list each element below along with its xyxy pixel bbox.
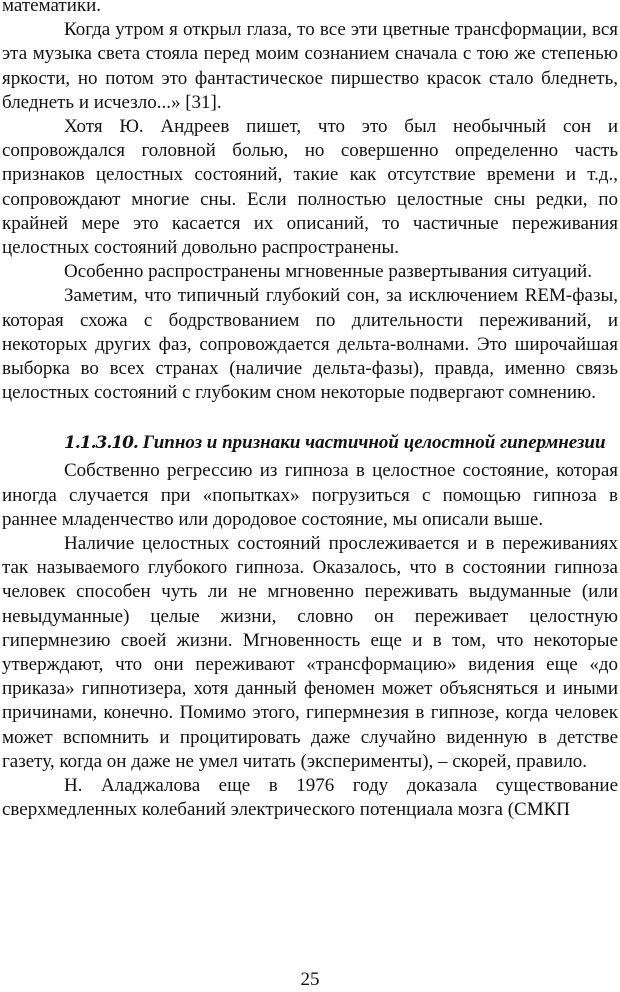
paragraph: Когда утром я открыл глаза, то все эти цветные трансформации, вся эта музыка света стояла перед моим сознанием сначала с тою же степенью яркости, но потом это фантастическое пиршество красок стало бледнеть, бледнеть и исчезло...» [31]. bbox=[2, 19, 618, 113]
paragraph: Хотя Ю. Андреев пишет, что это был необычный сон и сопровождался головной болью, но совершенно определенно часть признаков целостных состояний, такие как отсутствие времени и т.д., сопровождают многие сны. Если полностью целостные сны редки, по крайней мере это касается их описаний, то частичные переживания целостных состояний довольно распространены. bbox=[2, 116, 618, 259]
paragraph: Особенно распространены мгновенные развертывания ситуаций. bbox=[64, 261, 592, 283]
section-title: Гипноз и признаки частичной целостной гипермнезии bbox=[142, 432, 606, 454]
page-number: 25 bbox=[300, 969, 320, 990]
paragraph: Наличие целостных состояний прослеживается и в переживаниях так называемого глубокого гипноза. Оказалось, что в состоянии гипноза человек способен чуть ли не мгновенно переживать выдуманные (или невыдуманные) целые жизни, словно он переживает целостную гипермнезию своей жизни. Мгновенность еще и в том, что некоторые утверждают, что они переживают «трансформацию» видения еще «до приказа» гипнотизера, хотя данный феномен может объясняться и иными причинами, конечно. Помимо этого, гипермнезия в гипнозе, когда человек может вспомнить и процитировать даже случайно виденную в детстве газету, когда он даже не умел читать (эксперименты), – скорей, правило. bbox=[2, 533, 618, 772]
section-heading bbox=[2, 427, 618, 459]
section-number: 1.1.3.10. bbox=[64, 433, 138, 454]
paragraph-fragment: математики. bbox=[2, 0, 102, 16]
paragraph: Заметим, что типичный глубокий сон, за исключением REM-фазы, которая схожа с бодрствованием по длительности переживаний, и некоторых других фаз, сопровождается дельта-волнами. Это широчайшая выборка во всех странах (наличие дельта-фазы), правда, именно связь целостных состояний с глубоким сном некоторые подвергают сомнению. bbox=[2, 285, 618, 404]
book-page bbox=[2, 0, 618, 992]
paragraph: Н. Аладжалова еще в 1976 году доказала существование сверхмедленных колебаний электрического потенциала мозга (СМКП bbox=[2, 775, 618, 821]
paragraph: Собственно регрессию из гипноза в целостное состояние, которая иногда случается при «попытках» погрузиться с помощью гипноза в раннее младенчество или дородовое состояние, мы описали выше. bbox=[2, 460, 618, 530]
